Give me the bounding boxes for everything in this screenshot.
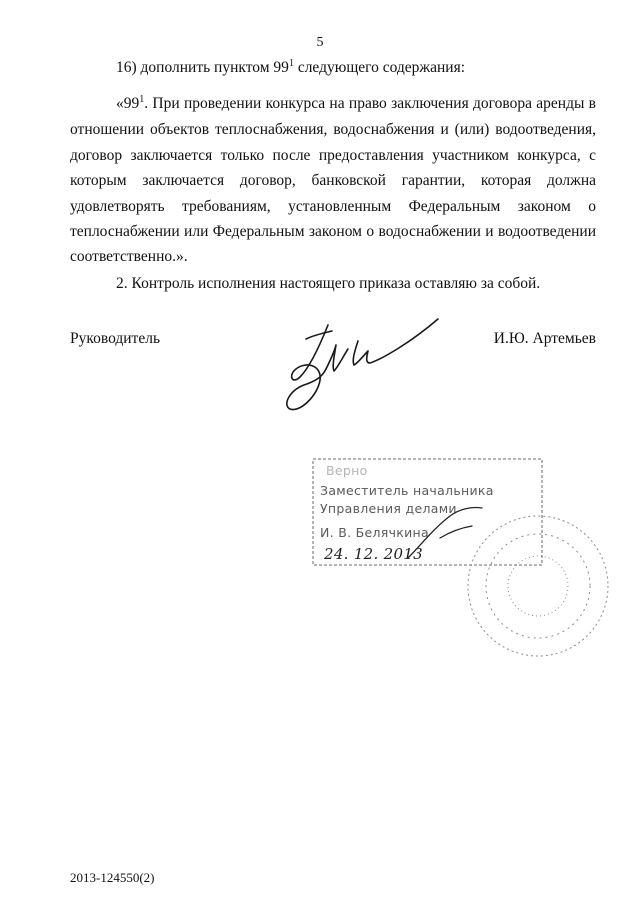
stamp-line-5: 24. 12. 2013 bbox=[324, 545, 424, 563]
quote-prefix: «99 bbox=[116, 95, 140, 112]
quote-line-6: теплоснабжении или Федеральным законом о водоснабжении и водоотведении bbox=[70, 223, 596, 240]
item-2-paragraph: 2. Контроль исполнения настоящего приказа оставляю за собой. bbox=[116, 275, 541, 292]
handwritten-signature bbox=[270, 305, 450, 420]
quote-line-7: соответственно.». bbox=[70, 248, 188, 265]
document-code: 2013-124550(2) bbox=[70, 870, 155, 885]
item-16-paragraph bbox=[116, 55, 596, 81]
round-seal-icon bbox=[462, 510, 614, 662]
stamp-line-1: Верно bbox=[326, 463, 368, 478]
item-16-suffix: следующего содержания: bbox=[293, 59, 466, 76]
stamp-line-3: Управления делами bbox=[320, 501, 457, 516]
page-number: 5 bbox=[316, 35, 324, 50]
quote-sup: 1 bbox=[139, 94, 145, 105]
quote-line-4: которым заключается договор, банковской гарантии, которая должна bbox=[70, 172, 596, 189]
quote-line-1 bbox=[116, 91, 596, 117]
signatory-name: И.Ю. Артемьев bbox=[493, 330, 596, 347]
quote-line-3: договор заключается только после предоставления участником конкурса, с bbox=[70, 147, 596, 164]
stamp-line-2: Заместитель начальника bbox=[320, 483, 494, 498]
quote-line-5: удовлетворять требованиям, установленным Федеральным законом о bbox=[70, 198, 596, 215]
item-16-prefix: 16) дополнить пунктом 99 bbox=[116, 59, 289, 76]
quote-line-1-text: . При проведении конкурса на право заключения договора аренды в bbox=[144, 95, 596, 112]
stamp-line-4: И. В. Белячкина bbox=[320, 525, 429, 540]
item-16-sup: 1 bbox=[288, 58, 294, 69]
signatory-position: Руководитель bbox=[70, 330, 161, 347]
quote-line-2: отношении объектов теплоснабжения, водоснабжения и (или) водоотведения, bbox=[70, 121, 596, 138]
